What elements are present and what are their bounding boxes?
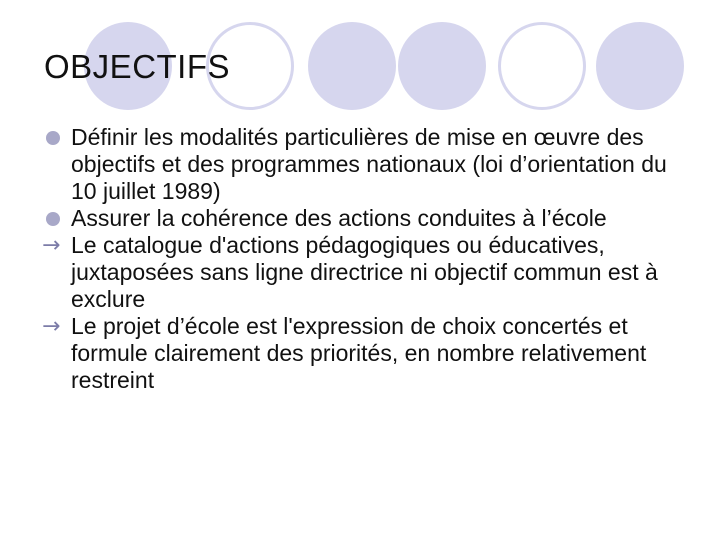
bullet-item <box>44 124 694 205</box>
decor-circle-6 <box>596 22 684 110</box>
bullet-item <box>44 205 694 232</box>
sub-bullet-item <box>44 313 694 394</box>
sub-bullet-text: Le catalogue d'actions pédagogiques ou éducatives, juxtaposées sans ligne directrice ni objectif commun est à exclure <box>71 232 658 312</box>
disc-bullet-icon <box>46 131 60 145</box>
slide-title: OBJECTIFS <box>44 48 231 85</box>
bullet-text: Définir les modalités particulières de mise en œuvre des objectifs et des programmes nationaux (loi d’orientation du 10 juillet 1989) <box>71 124 667 204</box>
decor-circle-4 <box>398 22 486 110</box>
bullet-text: Assurer la cohérence des actions conduites à l’école <box>71 205 607 231</box>
arrow-right-icon: → <box>42 233 61 258</box>
bullet-list <box>44 124 694 394</box>
sub-bullet-item <box>44 232 694 313</box>
disc-bullet-icon <box>46 212 60 226</box>
decor-circle-3 <box>308 22 396 110</box>
arrow-right-icon: → <box>42 314 61 339</box>
sub-bullet-text: Le projet d’école est l'expression de choix concertés et formule clairement des priorités, en nombre relativement restreint <box>71 313 647 393</box>
decor-circle-5 <box>498 22 586 110</box>
